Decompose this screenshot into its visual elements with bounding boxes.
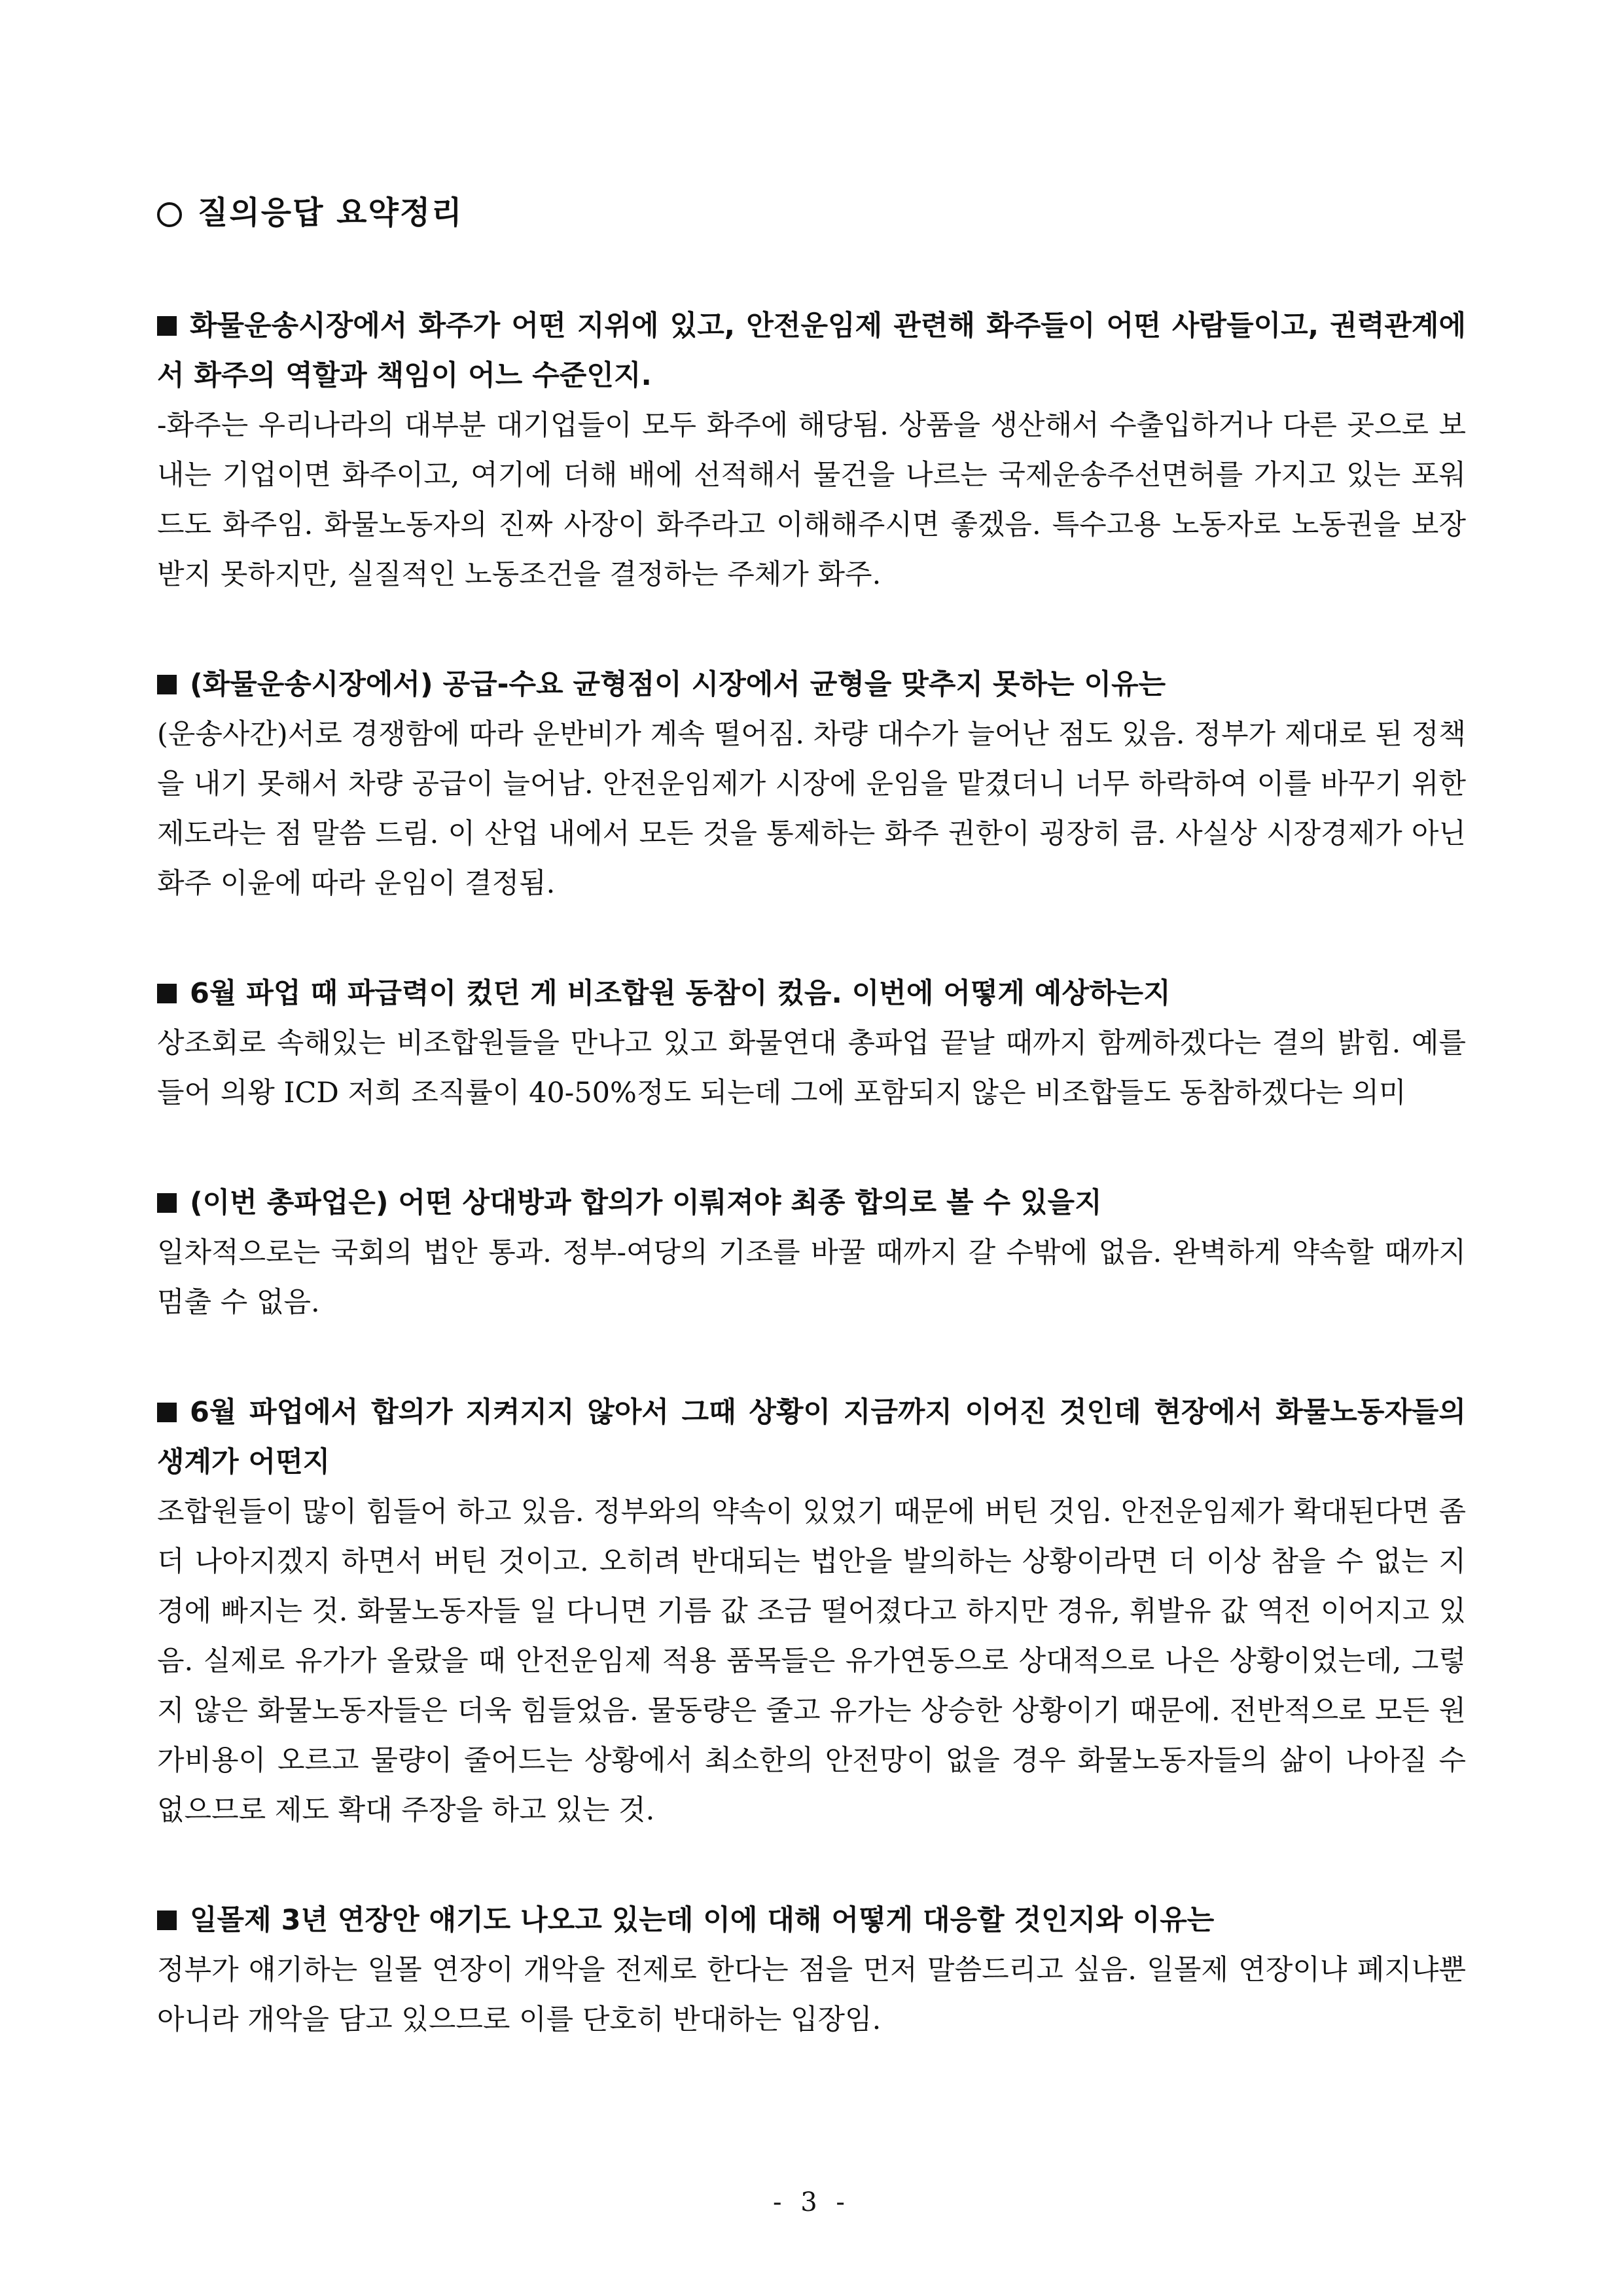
square-bullet-icon [157, 1403, 177, 1422]
qa-section [157, 660, 1466, 908]
circle-bullet-icon [157, 202, 182, 227]
question-heading [157, 660, 1466, 709]
answer-paragraph: 일차적으로는 국회의 법안 통과. 정부-여당의 기조를 바꿀 때까지 갈 수밖에 없음. 완벽하게 약속할 때까지 멈출 수 없음. [157, 1236, 1466, 1319]
page-title [157, 183, 1466, 242]
square-bullet-icon [157, 1193, 177, 1213]
page-number: - 3 - [773, 2187, 850, 2217]
question-text: 6월 파업 때 파급력이 컸던 게 비조합원 동참이 컸음. 이번에 어떻게 예상하는지 [190, 977, 1171, 1010]
question-text: 일몰제 3년 연장안 얘기도 나오고 있는데 이에 대해 어떻게 대응할 것인지와 이유는 [190, 1904, 1215, 1937]
question-text: 6월 파업에서 합의가 지켜지지 않아서 그때 상황이 지금까지 이어진 것인데 현장에서 화물노동자들의 생계가 어떤지 [157, 1396, 1466, 1479]
answer-paragraph: (운송사간)서로 경쟁함에 따라 운반비가 계속 떨어짐. 차량 대수가 늘어난 점도 있음. 정부가 제대로 된 정책을 내기 못해서 차량 공급이 늘어남. 안전운임제가 시장에 운임을 맡겼더니 너무 하락하여 이를 바꾸기 위한 제도라는 점 말씀 드림. 이 산업 내에서 모든 것을 통제하는 화주 권한이 굉장히 큼. 사실상 시장경제가 아닌 화주 이윤에 따라 운임이 결정됨. [157, 718, 1466, 900]
question-text: (화물운송시장에서) 공급-수요 균형점이 시장에서 균형을 맞추지 못하는 이유는 [190, 668, 1166, 701]
question-heading [157, 1895, 1466, 1945]
square-bullet-icon [157, 675, 177, 694]
answer-paragraph: 상조회로 속해있는 비조합원들을 만나고 있고 화물연대 총파업 끝날 때까지 함께하겠다는 결의 밝힘. 예를 들어 의왕 ICD 저희 조직률이 40-50%정도 되는데 그에 포함되지 않은 비조합들도 동참하겠다는 의미 [157, 1027, 1466, 1109]
square-bullet-icon [157, 1910, 177, 1930]
question-heading [157, 969, 1466, 1018]
answer-paragraph: 정부가 얘기하는 일몰 연장이 개악을 전제로 한다는 점을 먼저 말씀드리고 싶음. 일몰제 연장이냐 폐지냐뿐 아니라 개악을 담고 있으므로 이를 단호히 반대하는 입장임. [157, 1954, 1466, 2036]
question-text: (이번 총파업은) 어떤 상대방과 합의가 이뤄져야 최종 합의로 볼 수 있을지 [190, 1187, 1102, 1219]
question-heading [157, 1178, 1466, 1228]
square-bullet-icon [157, 316, 177, 336]
answer-paragraph: 조합원들이 많이 힘들어 하고 있음. 정부와의 약속이 있었기 때문에 버틴 것임. 안전운임제가 확대된다면 좀 더 나아지겠지 하면서 버틴 것이고. 오히려 반대되는 법안을 발의하는 상황이라면 더 이상 참을 수 없는 지경에 빠지는 것. 화물노동자들 일 다니면 기름 값 조금 떨어졌다고 하지만 경유, 휘발유 값 역전 이어지고 있음. 실제로 유가가 올랐을 때 안전운임제 적용 품목들은 유가연동으로 상대적으로 나은 상황이었는데, 그렇지 않은 화물노동자들은 더욱 힘들었음. 물동량은 줄고 유가는 상승한 상황이기 때문에. 전반적으로 모든 원가비용이 오르고 물량이 줄어드는 상황에서 최소한의 안전망이 없을 경우 화물노동자들의 삶이 나아질 수 없으므로 제도 확대 주장을 하고 있는 것. [157, 1496, 1466, 1827]
question-heading [157, 301, 1466, 401]
page-title-text: 질의응답 요약정리 [198, 194, 463, 231]
question-text: 화물운송시장에서 화주가 어떤 지위에 있고, 안전운임제 관련해 화주들이 어떤 사람들이고, 권력관계에서 화주의 역할과 책임이 어느 수준인지. [157, 310, 1466, 392]
document-page [157, 183, 1466, 2105]
qa-section [157, 1178, 1466, 1327]
qa-section [157, 1895, 1466, 2045]
qa-section [157, 1388, 1466, 1835]
question-heading [157, 1388, 1466, 1487]
answer-paragraph: -화주는 우리나라의 대부분 대기업들이 모두 화주에 해당됨. 상품을 생산해서 수출입하거나 다른 곳으로 보내는 기업이면 화주이고, 여기에 더해 배에 선적해서 물건을 나르는 국제운송주선면허를 가지고 있는 포워드도 화주임. 화물노동자의 진짜 사장이 화주라고 이해해주시면 좋겠음. 특수고용 노동자로 노동권을 보장받지 못하지만, 실질적인 노동조건을 결정하는 주체가 화주. [157, 409, 1466, 591]
qa-section [157, 301, 1466, 600]
qa-section [157, 969, 1466, 1118]
square-bullet-icon [157, 984, 177, 1003]
